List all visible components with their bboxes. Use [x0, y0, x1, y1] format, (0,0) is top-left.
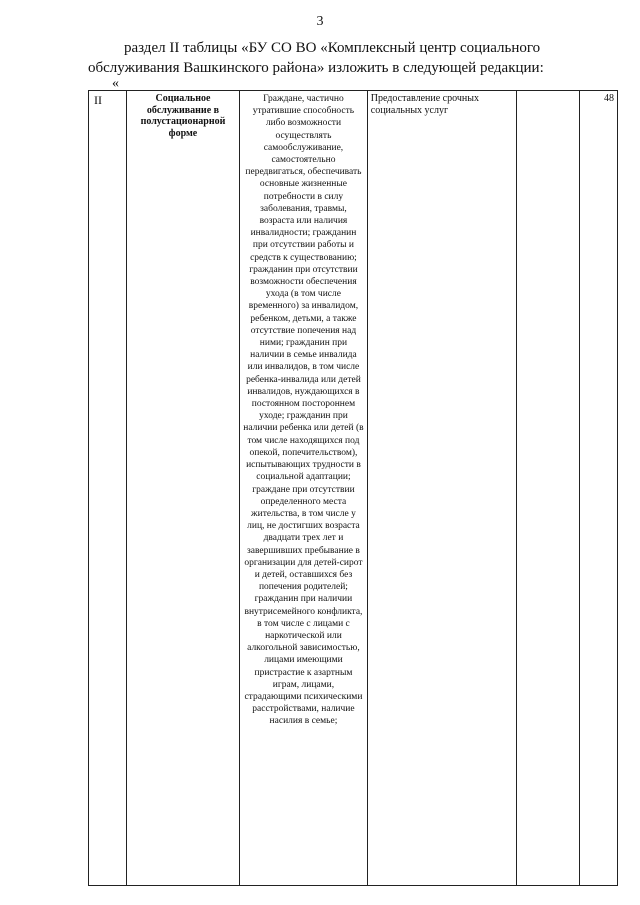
services-table: [88, 90, 618, 886]
table-row: [89, 91, 618, 886]
service-form-cell: Социальное обслуживание в полустационарной форме: [126, 91, 239, 886]
empty-cell: [516, 91, 579, 886]
recipient-categories-cell: Граждане, частично утратившие способность либо возможности осуществлять самообслуживание, самостоятельно передвигаться, обеспечивать основные жизненные потребности в силу заболевания, травмы, возраста или наличия инвалидности; гражданин при отсутствии работы и средств к существованию; гражданин при отсутствии возможности обеспечения ухода (в том числе временного) за инвалидом, ребенком, детьми, а также отсутствие попечения над ними; гражданин при наличии в семье инвалида или инвалидов, в том числе ребенка-инвалида или детей инвалидов, нуждающихся в постоянном постороннем уходе; гражданин при наличии ребенка или детей (в том числе находящихся под опекой, попечительством), испытывающих трудности в социальной адаптации; граждане при отсутствии определенного места жительства, в том числе у лиц, не достигших возраста двадцати трех лет и завершивших пребывание в организации для детей-сирот и детей, оставшихся без попечения родителей; гражданин при наличии внутрисемейного конфликта, в том числе с лицами с наркотической или алкогольной зависимостью, лицами имеющими пристрастие к азартным играм, лицами, страдающими психическими расстройствами, наличие насилия в семье;: [240, 91, 368, 886]
section-number-cell: II: [89, 91, 127, 886]
intro-line-2: обслуживания Вашкинского района» изложить в следующей редакции:: [88, 60, 544, 76]
page-number: 3: [316, 14, 324, 29]
intro-line-1: раздел II таблицы «БУ СО ВО «Комплексный центр социального: [124, 40, 541, 56]
count-cell: 48: [580, 91, 618, 886]
intro-paragraph: [88, 38, 618, 78]
opening-quote-mark: «: [112, 76, 119, 91]
service-type-cell: Предоставление срочных социальных услуг: [367, 91, 516, 886]
